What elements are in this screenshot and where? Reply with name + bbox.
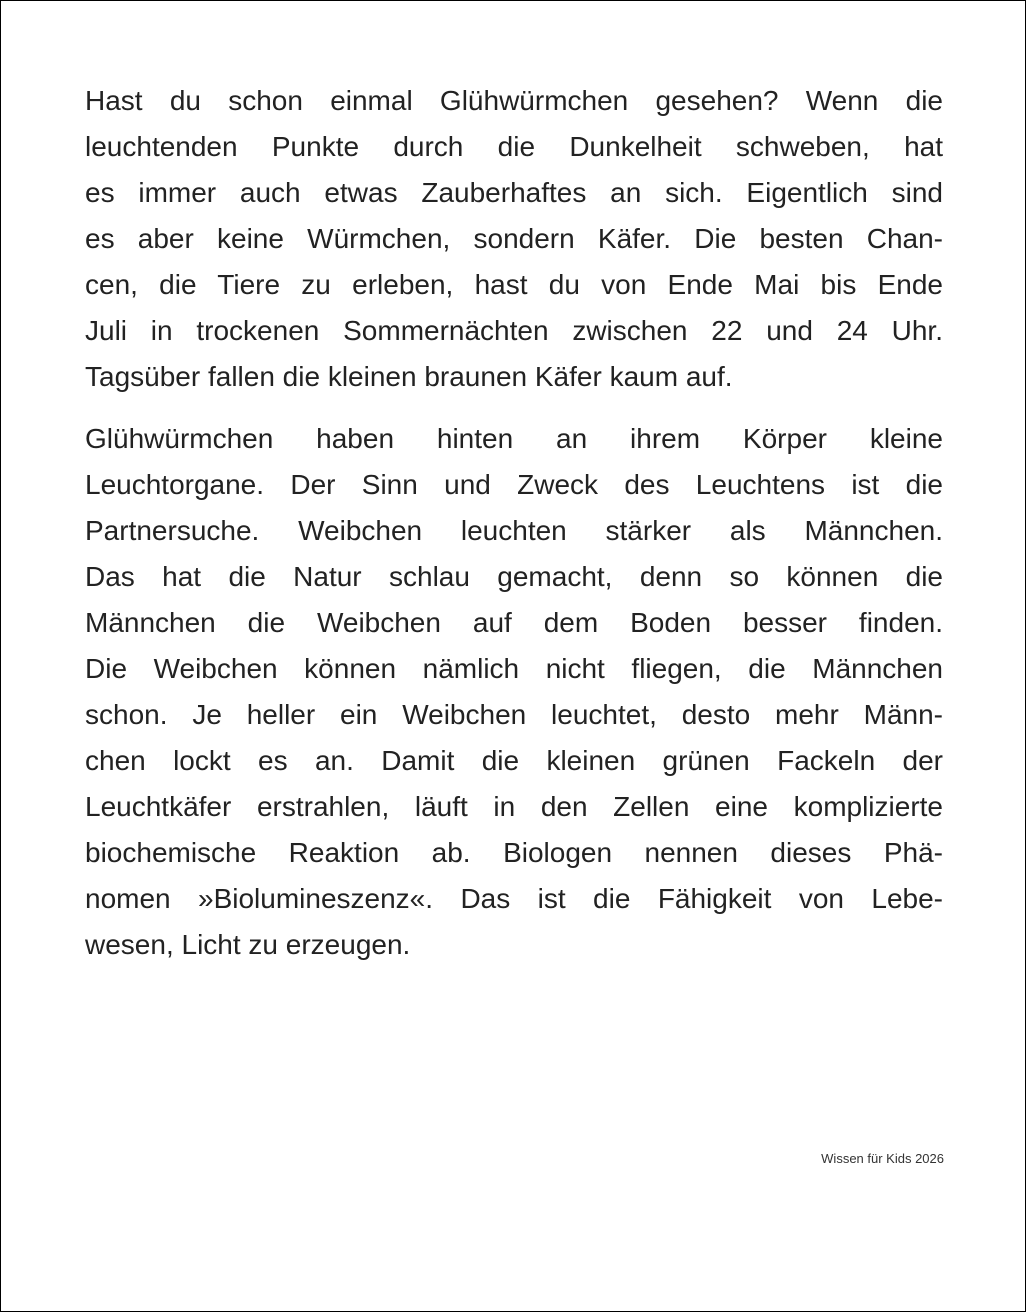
body-text	[85, 78, 943, 984]
text-line: Juli in trockenen Sommernächten zwischen 22 und 24 Uhr.	[85, 315, 943, 346]
text-line: es immer auch etwas Zauberhaftes an sich. Eigentlich sind	[85, 177, 943, 208]
text-line: Leuchtkäfer erstrahlen, läuft in den Zellen eine komplizierte	[85, 791, 943, 822]
text-line: schon. Je heller ein Weibchen leuchtet, desto mehr Männ-	[85, 699, 943, 730]
text-line: leuchtenden Punkte durch die Dunkelheit schweben, hat	[85, 131, 943, 162]
text-line: Glühwürmchen haben hinten an ihrem Körper kleine	[85, 423, 943, 454]
text-line: Partnersuche. Weibchen leuchten stärker als Männchen.	[85, 515, 943, 546]
text-line: biochemische Reaktion ab. Biologen nennen dieses Phä-	[85, 837, 943, 868]
text-line: es aber keine Würmchen, sondern Käfer. Die besten Chan-	[85, 223, 943, 254]
text-line: Tagsüber fallen die kleinen braunen Käfer kaum auf.	[85, 361, 733, 392]
text-line: Hast du schon einmal Glühwürmchen gesehen? Wenn die	[85, 85, 943, 116]
text-line: nomen »Biolumineszenz«. Das ist die Fähigkeit von Lebe-	[85, 883, 943, 914]
footer-credit: Wissen für Kids 2026	[821, 1151, 944, 1166]
text-line: chen lockt es an. Damit die kleinen grünen Fackeln der	[85, 745, 943, 776]
text-line: Die Weibchen können nämlich nicht fliegen, die Männchen	[85, 653, 943, 684]
text-line: Das hat die Natur schlau gemacht, denn so können die	[85, 561, 943, 592]
text-line: Männchen die Weibchen auf dem Boden besser finden.	[85, 607, 943, 638]
text-line: cen, die Tiere zu erleben, hast du von Ende Mai bis Ende	[85, 269, 943, 300]
paragraph	[85, 78, 943, 400]
text-line: Leuchtorgane. Der Sinn und Zweck des Leuchtens ist die	[85, 469, 943, 500]
text-line: wesen, Licht zu erzeugen.	[85, 929, 411, 960]
paragraph	[85, 416, 943, 968]
